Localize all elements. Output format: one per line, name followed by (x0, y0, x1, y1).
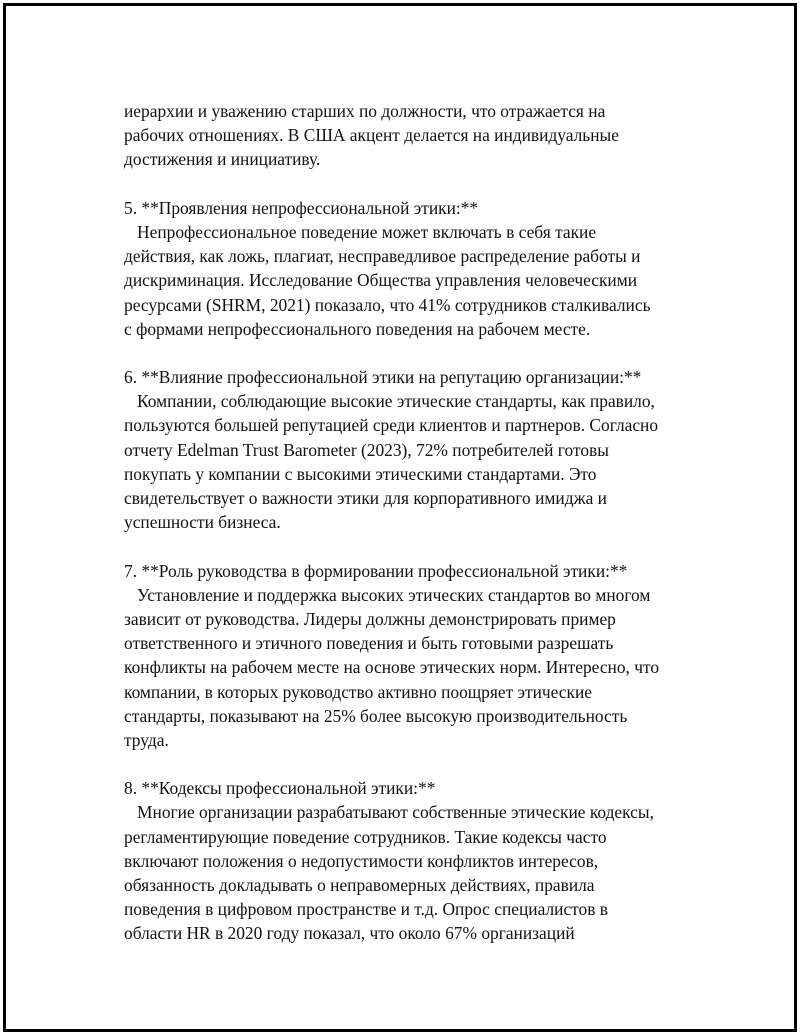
text-line: регламентирующие поведение сотрудников. Такие кодексы часто (124, 826, 607, 847)
text-line: обязанность докладывать о неправомерных действиях, правила (124, 875, 595, 895)
document-body (124, 99, 764, 946)
text-line: ответственного и этичного поведения и быть готовыми разрешать (124, 633, 614, 654)
text-line: покупать у компании с высокими этическими стандартами. Это (124, 463, 597, 484)
text-line: достижения и инициативу. (124, 149, 321, 170)
section-heading: 8. **Кодексы профессиональной этики:** (124, 778, 436, 799)
paragraph-gap (124, 172, 764, 196)
text-line: поведения в цифровом пространстве и т.д. Опрос специалистов в (124, 899, 609, 920)
text-line: труда. (124, 729, 169, 750)
text-line: Многие организации разрабатывают собственные этические кодексы, (124, 802, 654, 823)
text-line: конфликты на рабочем месте на основе этических норм. Интересно, что (124, 657, 660, 678)
page-frame (3, 3, 797, 1032)
text-line: рабочих отношениях. В США акцент делается на индивидуальные (124, 125, 619, 146)
text-line: пользуются большей репутацией среди клиентов и партнеров. Согласно (124, 415, 659, 436)
text-line: Установление и поддержка высоких этических стандартов во многом (124, 584, 651, 605)
text-line: с формами непрофессионального поведения на рабочем месте. (124, 318, 591, 339)
text-line: дискриминация. Исследование Общества управления человеческими (124, 270, 638, 291)
section-heading: 6. **Влияние профессиональной этики на репутацию организации:** (124, 367, 642, 388)
text-line: включают положения о недопустимости конфликтов интересов, (124, 850, 599, 871)
section-heading: 5. **Проявления непрофессиональной этики:** (124, 197, 479, 218)
text-line: успешности бизнеса. (124, 512, 281, 533)
text-line: Компании, соблюдающие высокие этические стандарты, как правило, (124, 391, 655, 412)
text-line: области HR в 2020 году показал, что около 67% организаций (124, 923, 575, 944)
paragraph-gap (124, 534, 764, 558)
text-line: Непрофессиональное поведение может включать в себя такие (124, 221, 597, 242)
text-line: иерархии и уважению старших по должности, что отражается на (124, 101, 606, 121)
text-line: действия, как ложь, плагиат, несправедливое распределение работы и (124, 246, 641, 267)
text-line: свидетельствует о важности этики для корпоративного имиджа и (124, 488, 607, 508)
text-line: стандарты, показывают на 25% более высокую производительность (124, 705, 628, 726)
text-line: зависит от руководства. Лидеры должны демонстрировать пример (124, 608, 616, 629)
paragraph-gap (124, 752, 764, 776)
section-heading: 7. **Роль руководства в формировании профессиональной этики:** (124, 560, 628, 581)
text-line: ресурсами (SHRM, 2021) показало, что 41% сотрудников сталкивались (124, 294, 651, 315)
text-line: отчету Edelman Trust Barometer (2023), 72% потребителей готовы (124, 439, 609, 460)
text-line: компании, в которых руководство активно поощряет этические (124, 681, 592, 702)
paragraph-gap (124, 341, 764, 365)
